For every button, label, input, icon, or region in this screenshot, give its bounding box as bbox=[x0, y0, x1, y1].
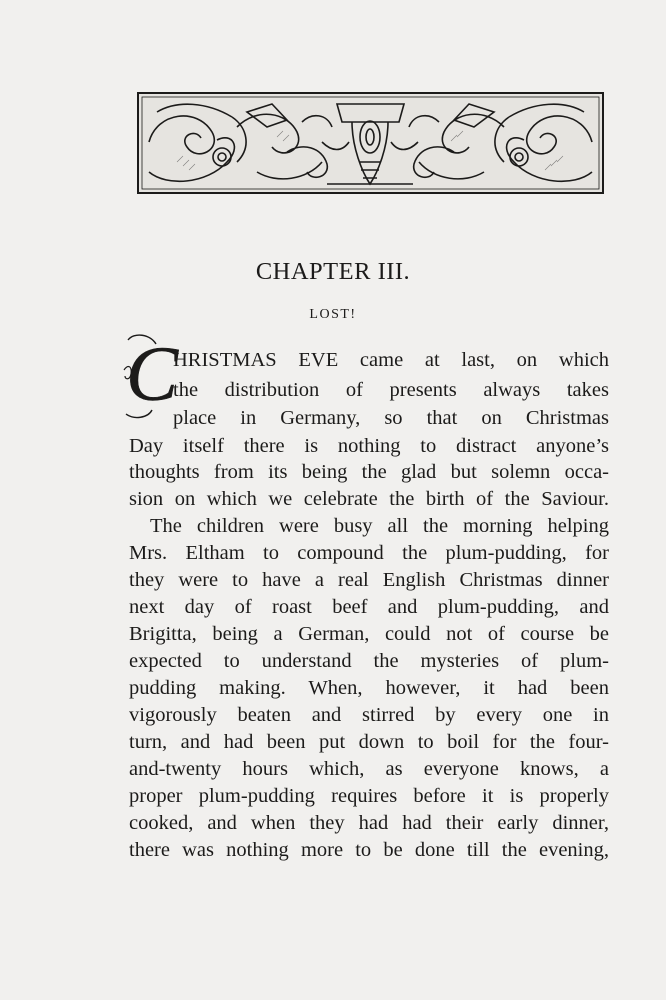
ornamental-headpiece bbox=[137, 92, 604, 194]
text-line: sion on which we celebrate the birth of the Saviour. bbox=[129, 488, 609, 510]
drop-cap-letter: C bbox=[126, 330, 179, 417]
text-line: proper plum-pudding requires before it is properly bbox=[129, 785, 609, 807]
text-line: and-twenty hours which, as everyone knows, a bbox=[129, 758, 609, 780]
text-line: pudding making. When, however, it had been bbox=[129, 677, 609, 699]
text-line: Mrs. Eltham to compound the plum-pudding, for bbox=[129, 542, 609, 564]
text-line: expected to understand the mysteries of plum- bbox=[129, 650, 609, 672]
text-line: The children were busy all the morning helping bbox=[150, 515, 609, 537]
text-line: they were to have a real English Christmas dinner bbox=[129, 569, 609, 591]
text-line: the distribution of presents always takes bbox=[173, 379, 609, 401]
text-line: HRISTMAS EVE came at last, on which bbox=[173, 349, 609, 371]
drop-cap-c bbox=[122, 330, 179, 420]
chapter-title: CHAPTER III. bbox=[255, 258, 411, 285]
text-line: vigorously beaten and stirred by every one in bbox=[129, 704, 609, 726]
text-line: there was nothing more to be done till the evening, bbox=[129, 839, 609, 861]
text-line: thoughts from its being the glad but solemn occa- bbox=[129, 461, 609, 483]
text-line: place in Germany, so that on Christmas bbox=[173, 407, 609, 429]
chapter-subtitle: LOST! bbox=[309, 307, 357, 322]
text-line: next day of roast beef and plum-pudding, and bbox=[129, 596, 609, 618]
text-line: Day itself there is nothing to distract anyone’s bbox=[129, 435, 609, 457]
text-line: turn, and had been put down to boil for the four- bbox=[129, 731, 609, 753]
text-line: cooked, and when they had had their early dinner, bbox=[129, 812, 609, 834]
text-line: Brigitta, being a German, could not of course be bbox=[129, 623, 609, 645]
